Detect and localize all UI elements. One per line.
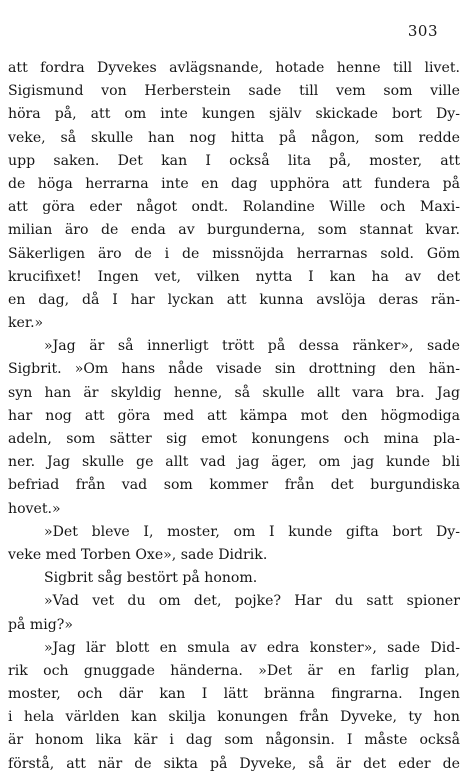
- text-line: förstå, att när de sikta på Dyveke, så är det eder de: [8, 755, 460, 772]
- text-line: på mig?»: [8, 616, 73, 633]
- text-line: Säkerligen äro de i de missnöjda herrarnas sold. Göm: [8, 245, 460, 262]
- text-line: syn han är skyldig henne, så skulle allt vara bra. Jag: [8, 384, 460, 401]
- text-line: en dag, då I har lyckan att kunna avslöja deras rän-: [8, 291, 460, 308]
- text-line: är honom lika kär i dag som någonsin. I måste också: [8, 732, 460, 749]
- page-number: 303: [407, 22, 438, 40]
- text-line: adeln, som sätter sig emot konungens och mina pla-: [8, 431, 460, 447]
- text-line: milian äro de enda av burgunderna, som stannat kvar.: [8, 222, 460, 239]
- text-line: ner. Jag skulle ge allt vad jag äger, om jag kunde bli: [8, 454, 460, 471]
- text-line: rik och gnuggade händerna. »Det är en farlig plan,: [8, 662, 460, 679]
- text-line: »Vad vet du om det, pojke? Har du satt spioner: [44, 593, 460, 610]
- text-line: krucifixet! Ingen vet, vilken nytta I kan ha av det: [8, 268, 460, 285]
- text-line: Sigismund von Herberstein sade till vem som ville: [8, 83, 460, 100]
- text-line: har nog att göra med att kämpa mot den högmodiga: [8, 407, 460, 424]
- text-line: de höga herrarna inte en dag upphöra att fundera på: [8, 175, 460, 192]
- text-line: höra på, att om inte kungen själv skickade bort Dy-: [8, 106, 460, 123]
- text-line: ker.»: [8, 315, 44, 332]
- text-line: moster, och där kan I lätt bränna fingrarna. Ingen: [8, 686, 460, 703]
- text-line: att fordra Dyvekes avlägsnande, hotade henne till livet.: [8, 60, 460, 76]
- text-line: »Det bleve I, moster, om I kunde gifta bort Dy-: [44, 523, 460, 540]
- text-line: att göra eder något ondt. Rolandine Wille och Maxi-: [8, 199, 460, 216]
- text-line: upp saken. Det kan I också lita på, moster, att: [8, 152, 460, 169]
- text-line: Sigbrit. »Om hans nåde visade sin drottning den hän-: [8, 361, 460, 378]
- text-line: hovet.»: [8, 500, 61, 517]
- text-line: veke med Torben Oxe», sade Didrik.: [8, 546, 268, 563]
- text-line: i hela världen kan skilja konungen från Dyveke, ty hon: [8, 709, 460, 726]
- text-line: »Jag lär blott en smula av edra konster», sade Did-: [44, 639, 460, 656]
- text-line: Sigbrit såg bestört på honom.: [44, 570, 258, 587]
- body-text: [8, 57, 460, 776]
- text-line: befriad från vad som kommer från det burgundiska: [8, 477, 460, 494]
- text-line: »Jag är så innerligt trött på dessa ränker», sade: [44, 338, 460, 355]
- text-line: veke, så skulle han nog hitta på någon, som redde: [8, 129, 460, 146]
